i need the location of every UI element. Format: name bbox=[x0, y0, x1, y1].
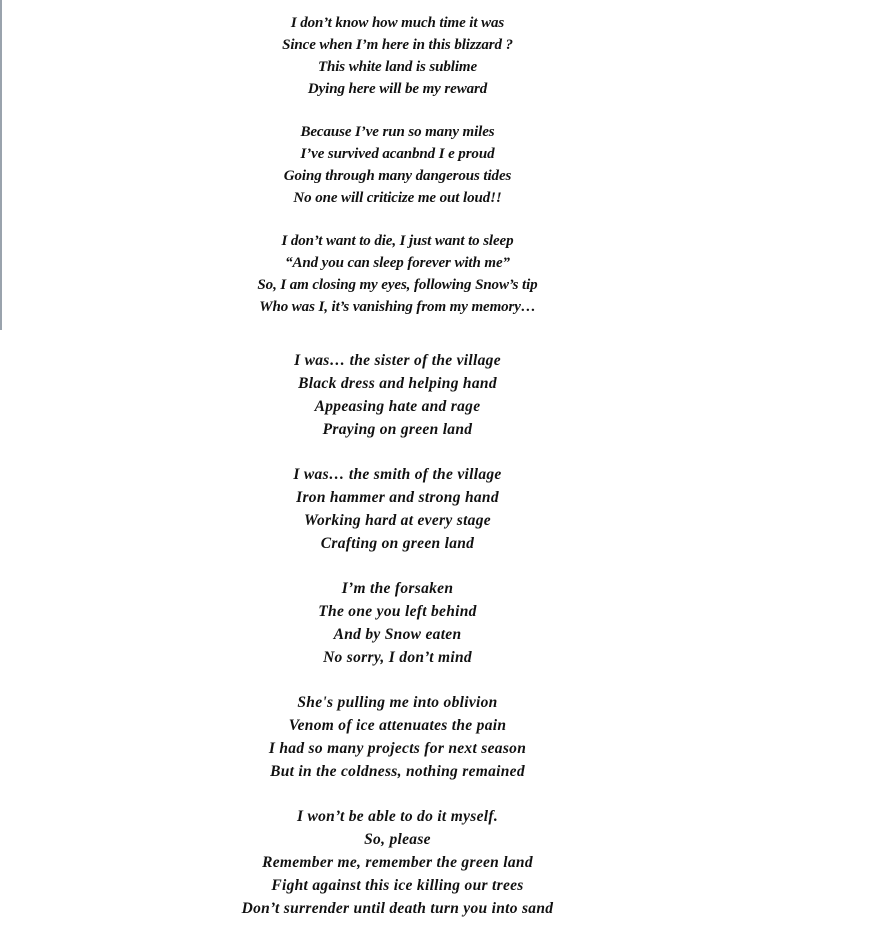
poem-line: No one will criticize me out loud!! bbox=[293, 190, 502, 206]
stanza-8 bbox=[0, 805, 795, 920]
poem-line: Venom of ice attenuates the pain bbox=[288, 717, 507, 734]
poem-line: Going through many dangerous tides bbox=[283, 168, 512, 184]
poem-line: Fight against this ice killing our trees bbox=[271, 877, 524, 894]
poem-line: I had so many projects for next season bbox=[268, 740, 527, 757]
poem-line: The one you left behind bbox=[318, 603, 477, 620]
poem-line: I won’t be able to do it myself. bbox=[296, 808, 499, 825]
poem-line: “And you can sleep forever with me” bbox=[285, 255, 510, 271]
poem-line: No sorry, I don’t mind bbox=[323, 649, 472, 666]
stanza-7 bbox=[0, 691, 795, 783]
stanza-2 bbox=[0, 121, 795, 209]
poem-line: But in the coldness, nothing remained bbox=[270, 763, 525, 780]
poem-line: Dying here will be my reward bbox=[307, 81, 488, 97]
poem-line: I don’t know how much time it was bbox=[290, 15, 505, 31]
poem-line: Since when I’m here in this blizzard ? bbox=[282, 37, 513, 53]
poem-line: Praying on green land bbox=[322, 421, 473, 438]
poem-line: Black dress and helping hand bbox=[298, 375, 497, 392]
poem-line: I’m the forsaken bbox=[341, 580, 454, 597]
poem-line: This white land is sublime bbox=[317, 59, 478, 75]
poem-line: Crafting on green land bbox=[320, 535, 475, 552]
stanza-4 bbox=[0, 349, 795, 441]
poem-line: Appeasing hate and rage bbox=[314, 398, 481, 415]
poem-line: I don’t want to die, I just want to sleep bbox=[281, 233, 514, 249]
poem-line: I was… the smith of the village bbox=[293, 466, 502, 483]
poem-line: So, please bbox=[364, 831, 431, 848]
stanza-3 bbox=[0, 230, 795, 318]
stanza-6 bbox=[0, 577, 795, 669]
poem-line: Working hard at every stage bbox=[304, 512, 491, 529]
poem-line: I’ve survived acanbnd I e proud bbox=[300, 146, 495, 162]
poem-line: And by Snow eaten bbox=[333, 626, 462, 643]
poem-line: Who was I, it’s vanishing from my memory… bbox=[259, 299, 536, 315]
poem-line: Don’t surrender until death turn you into sand bbox=[241, 900, 554, 917]
stanza-1 bbox=[0, 12, 795, 100]
poem-line: She's pulling me into oblivion bbox=[297, 694, 498, 711]
poem-line: Remember me, remember the green land bbox=[262, 854, 533, 871]
poem-line: Because I’ve run so many miles bbox=[300, 124, 495, 140]
poem-line: I was… the sister of the village bbox=[294, 352, 501, 369]
stanza-5 bbox=[0, 463, 795, 555]
poem-line: So, I am closing my eyes, following Snow’s tip bbox=[257, 277, 538, 293]
poem-line: Iron hammer and strong hand bbox=[296, 489, 499, 506]
